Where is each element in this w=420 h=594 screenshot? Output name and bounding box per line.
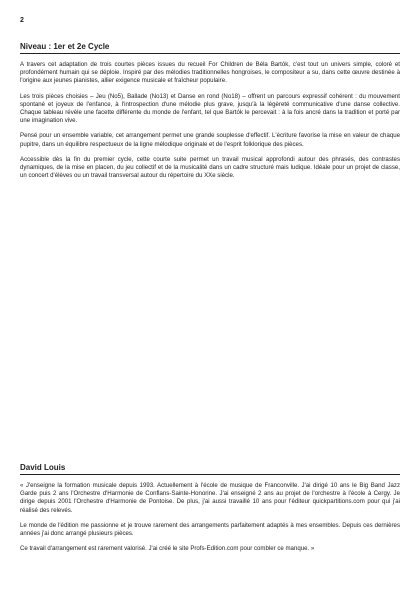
- author-paragraph-2: Le monde de l'édition me passionne et je trouve rarement des arrangements parfaitement adaptés à mes ensembles. Depuis ces dernières années j'ai donc arrangé plusieurs pièces.: [20, 521, 400, 538]
- page-number: 2: [20, 17, 24, 24]
- author-paragraph-1: « J'enseigne la formation musicale depuis 1993. Actuellement à l'école de musique de Franconville. J'ai dirigé 10 ans le Big Band Jazz Garde puis 2 ans l'Orchestre d'Harmonie de Conflans-Sainte-Honorine. J'ai enseigné 2 ans au projet de l'orchestre à l'école à Cergy. Je dirige depuis 2001 l'Orchestre d'Harmonie de Pontoise. De plus, j'ai aussi travaillé 10 ans pour l'éditeur quickpartitions.com pour qui j'ai réalisé des relevés.: [20, 482, 400, 514]
- niveau-section: [20, 42, 400, 187]
- niveau-paragraph-2: Les trois pièces choisies – Jeu (No5), Ballade (No13) et Danse en rond (No18) – offrent un parcours expressif cohérent : du mouvement spontané et joyeux de l'enfance, à l'introspection d'une mélodie plus grave, jusqu'à la légèreté communicative d'une danse collective. Chaque tableau révèle une facette différente du monde de l'enfant, tel que Bartók le percevait : à la fois ancré dans la tradition et porté par une imagination vive.: [20, 92, 400, 125]
- author-paragraph-3: Ce travail d'arrangement est rarement valorisé. J'ai créé le site Profs-Edition.com pour combler ce manque. »: [20, 545, 315, 553]
- author-section: [20, 463, 400, 560]
- niveau-paragraph-3: Pensé pour un ensemble variable, cet arrangement permet une grande souplesse d'effectif. L'écriture favorise la mise en valeur de chaque pupitre, dans un équilibre respectueux de la ligne mélodique originale et de l'esprit folklorique des pièces.: [20, 132, 400, 148]
- niveau-paragraph-4: Accessible dès la fin du premier cycle, cette courte suite permet un travail musical approfondi autour des phrasés, des contrastes dynamiques, de la mise en placen, du jeu collectif et de la musicalité dans un cadre structuré mais ludique. Idéale pour un projet de classe, un concert d'élèves ou un travail transversal autour du répertoire du XXe siècle.: [20, 155, 400, 180]
- niveau-paragraph-1: A travers cet adaptation de trois courtes pièces issues du recueil For Children de Béla Bartók, c'est tout un univers simple, coloré et profondément humain qui se déploie. Inspiré par des mélodies traditionnelles hongroises, le compositeur a su, dans cette œuvre destinée à l'origine aux jeunes pianistes, allier exigence musicale et fraîcheur populaire.: [20, 61, 400, 85]
- niveau-heading: Niveau : 1er et 2e Cycle: [20, 42, 400, 54]
- author-heading: David Louis: [20, 463, 400, 475]
